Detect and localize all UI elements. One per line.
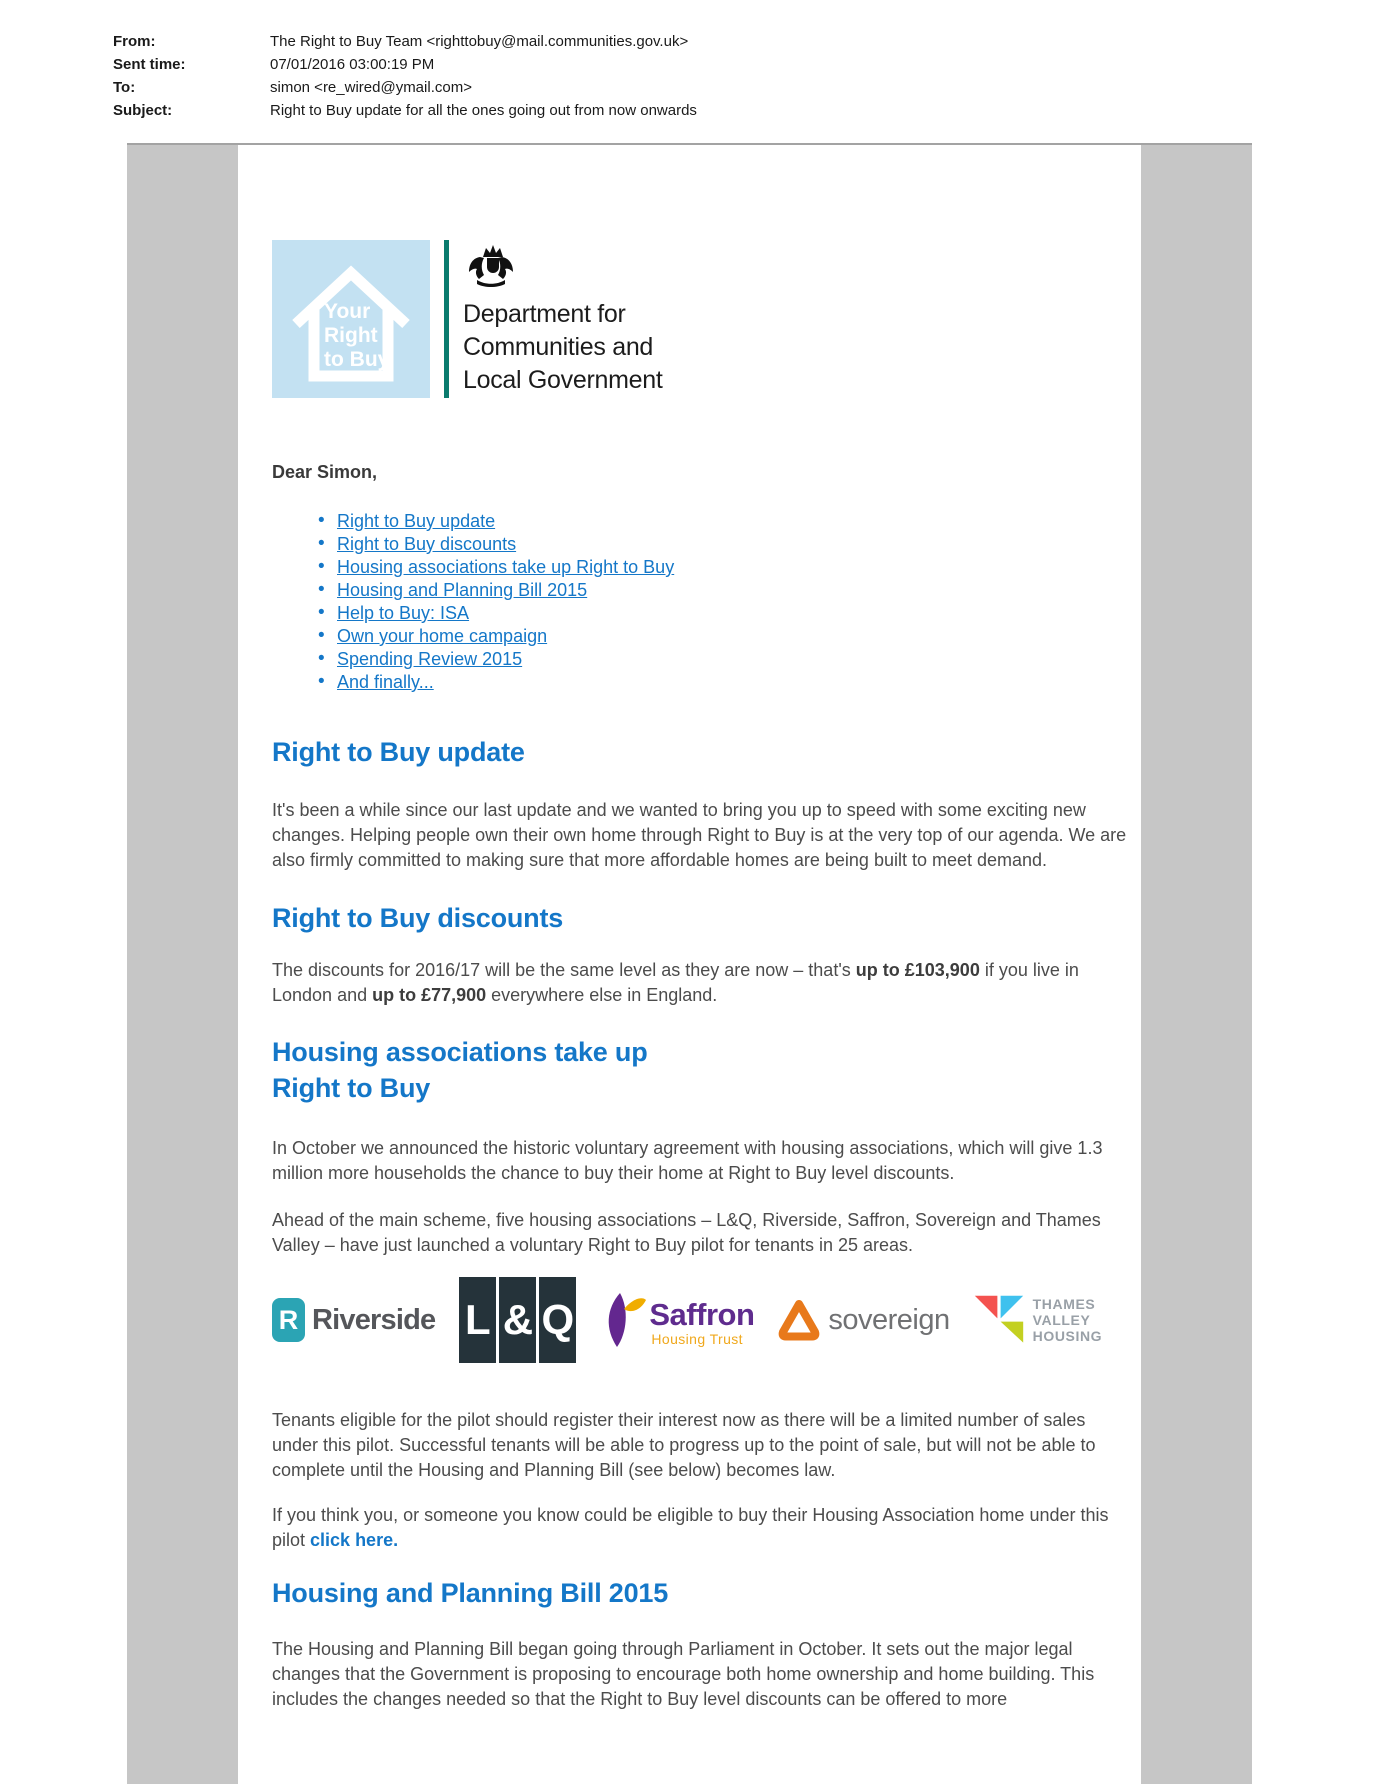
text-run: The discounts for 2016/17 will be the same level as they are now – that's — [272, 960, 856, 980]
section-title-line: Right to Buy — [272, 1073, 431, 1103]
riverside-icon: R — [272, 1298, 305, 1342]
royal-crest-icon — [463, 242, 519, 288]
paragraph-associations-1: In October we announced the historic voluntary agreement with housing associations, which will give 1.3 million more households the chance to buy their home at Right to Buy level discounts. — [272, 1138, 1103, 1183]
text-run: if you live in London and — [272, 960, 1079, 1005]
toc-item — [318, 556, 1128, 579]
paragraph-update: It's been a while since our last update and we wanted to bring you up to speed with some exciting new changes. Helping people own their own home through Right to Buy is at the very top of our agenda. We are also firmly committed to making sure that more affordable homes are being built to meet demand. — [272, 800, 1127, 870]
toc-link-and-finally[interactable]: And finally... — [337, 672, 434, 692]
logo-divider — [444, 240, 449, 398]
sovereign-swirl-icon — [778, 1297, 820, 1343]
lq-logo — [459, 1277, 576, 1363]
toc-item — [318, 648, 1128, 671]
logo-text-line: to Buy — [324, 348, 390, 371]
paragraph-bill: The Housing and Planning Bill began going through Parliament in October. It sets out the major legal changes that the Government is proposing to encourage both home ownership and home building. This includes the changes needed so that the Right to Buy level discounts can be offered to more — [272, 1639, 1095, 1709]
thames-valley-text — [1033, 1296, 1103, 1344]
toc-item — [318, 625, 1128, 648]
paragraph-associations-4 — [272, 1503, 1128, 1553]
thames-valley-housing-logo — [974, 1295, 1103, 1345]
discount-london-amount: up to £103,900 — [855, 960, 980, 980]
header-row-sent-time — [113, 53, 1378, 76]
from-value: The Right to Buy Team <righttobuy@mail.communities.gov.uk> — [270, 33, 689, 50]
sovereign-logo — [778, 1297, 949, 1343]
tvh-line: VALLEY — [1032, 1312, 1091, 1328]
toc-link-right-to-buy-update[interactable]: Right to Buy update — [337, 511, 496, 531]
toc-item — [318, 671, 1128, 694]
right-to-buy-logo-text — [324, 300, 389, 372]
right-to-buy-logo — [272, 240, 430, 398]
toc-item — [318, 533, 1128, 556]
logo-text-line: Right — [324, 324, 378, 347]
tvh-line: HOUSING — [1032, 1328, 1103, 1344]
logo-text-line: Your — [324, 300, 371, 323]
section-title-bill: Housing and Planning Bill 2015 — [272, 1578, 669, 1608]
section-title-line: Housing associations take up — [272, 1037, 648, 1067]
branding-row — [272, 240, 1128, 398]
section-title-update: Right to Buy update — [272, 737, 525, 767]
from-label: From: — [113, 33, 156, 50]
sovereign-label: sovereign — [828, 1303, 950, 1336]
saffron-subtitle: Housing Trust — [651, 1331, 743, 1347]
dclg-logo — [463, 240, 662, 398]
toc-link-right-to-buy-discounts[interactable]: Right to Buy discounts — [337, 534, 517, 554]
text-run: If you think you, or someone you know could be eligible to buy their Housing Association home under this pilot — [272, 1505, 1109, 1550]
email-content — [238, 145, 1141, 1784]
partner-logos-row — [272, 1276, 1128, 1364]
email-header — [0, 0, 1378, 122]
paragraph-discounts — [272, 958, 1128, 1008]
toc-item — [318, 510, 1128, 533]
riverside-logo — [272, 1298, 435, 1342]
greeting: Dear Simon, — [272, 462, 378, 482]
toc-link-help-to-buy-isa[interactable]: Help to Buy: ISA — [337, 603, 470, 623]
sent-time-label: Sent time: — [113, 56, 186, 73]
click-here-link[interactable]: click here. — [310, 1530, 399, 1550]
toc-link-own-your-home[interactable]: Own your home campaign — [337, 626, 548, 646]
paragraph-associations-2: Ahead of the main scheme, five housing associations – L&Q, Riverside, Saffron, Sovereign and Thames Valley – have just launched a voluntary Right to Buy pilot for tenants in 25 areas. — [272, 1210, 1101, 1255]
toc-link-housing-associations[interactable]: Housing associations take up Right to Buy — [337, 557, 675, 577]
toc-link-spending-review[interactable]: Spending Review 2015 — [337, 649, 523, 669]
subject-label: Subject: — [113, 102, 173, 119]
text-run: everywhere else in England. — [486, 985, 718, 1005]
toc-link-housing-planning-bill[interactable]: Housing and Planning Bill 2015 — [337, 580, 588, 600]
saffron-label: Saffron — [649, 1297, 755, 1332]
subject-value: Right to Buy update for all the ones going out from now onwards — [270, 102, 697, 119]
lq-panel-amp: & — [499, 1277, 536, 1363]
discount-england-amount: up to £77,900 — [372, 985, 487, 1005]
thames-valley-triangles-icon — [974, 1295, 1024, 1345]
toc-item — [318, 579, 1128, 602]
table-of-contents — [272, 510, 1128, 694]
header-row-subject — [113, 99, 1378, 122]
email-body-background — [127, 143, 1252, 1784]
dclg-name-line: Local Government — [463, 366, 663, 394]
header-row-from — [113, 30, 1378, 53]
section-title-discounts: Right to Buy discounts — [272, 903, 564, 933]
section-title-associations — [272, 1034, 1128, 1106]
to-value: simon <re_wired@ymail.com> — [270, 79, 472, 96]
dclg-name-line: Department for — [463, 300, 626, 328]
dclg-name-line: Communities and — [463, 333, 654, 361]
lq-panel-q: Q — [539, 1277, 576, 1363]
riverside-label: Riverside — [312, 1303, 436, 1336]
to-label: To: — [113, 79, 136, 96]
header-row-to — [113, 76, 1378, 99]
tvh-line: THAMES — [1032, 1296, 1096, 1312]
lq-panel-l: L — [459, 1277, 496, 1363]
sent-time-value: 07/01/2016 03:00:19 PM — [270, 56, 435, 73]
saffron-text — [649, 1297, 755, 1349]
toc-item — [318, 602, 1128, 625]
paragraph-associations-3: Tenants eligible for the pilot should register their interest now as there will be a limited number of sales under this pilot. Successful tenants will be able to progress up to the point of sale, but will not be able to complete until the Housing and Planning Bill (see below) becomes law. — [272, 1410, 1096, 1480]
saffron-logo — [600, 1291, 754, 1349]
saffron-leaf-icon — [600, 1291, 646, 1349]
